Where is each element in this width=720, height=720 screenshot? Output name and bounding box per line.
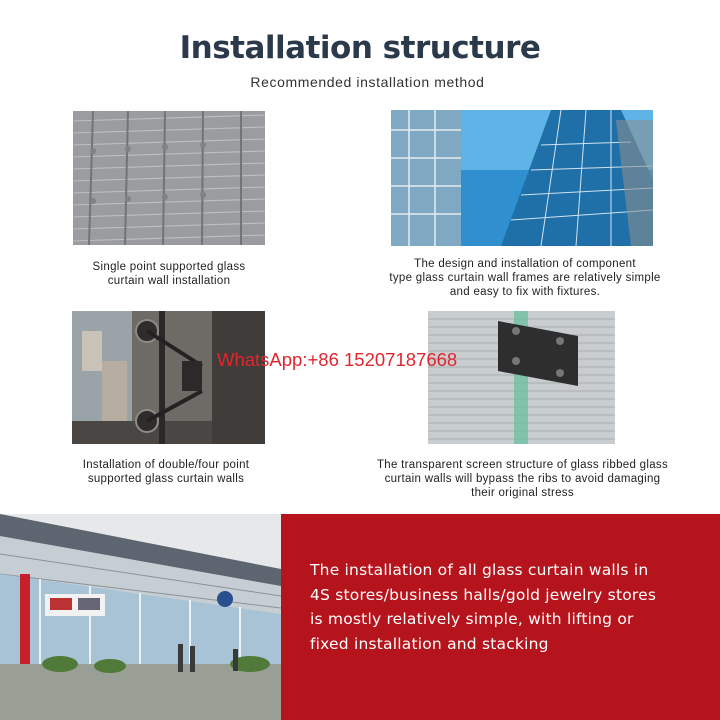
caption-line: The transparent screen structure of glass ribbed glass	[376, 459, 669, 471]
banner-line: The installation of all glass curtain walls in	[310, 561, 649, 579]
caption-component-frame	[360, 257, 690, 299]
banner-description	[310, 558, 710, 656]
caption-line: and easy to fix with fixtures.	[449, 286, 601, 298]
caption-line: their original stress	[471, 487, 574, 499]
caption-point-supported	[55, 458, 277, 486]
banner-line: is mostly relatively simple, with lifting or	[310, 610, 634, 628]
page-title: Installation structure	[179, 30, 541, 66]
caption-line: curtain walls will bypass the ribs to avoid damaging	[384, 473, 661, 485]
caption-line: type glass curtain wall frames are relatively simple	[389, 272, 661, 284]
photo-single-point-glass	[73, 111, 265, 245]
caption-line: The design and installation of component	[414, 258, 636, 270]
photo-glass-ribbed-screen	[428, 311, 615, 444]
whatsapp-watermark: WhatsApp:+86 15207187668	[217, 349, 458, 370]
caption-line: Single point supported glass	[92, 261, 246, 273]
caption-line: curtain wall installation	[107, 275, 231, 287]
photo-component-frame-building	[391, 110, 653, 246]
caption-line: supported glass curtain walls	[87, 473, 245, 485]
caption-line: Installation of double/four point	[82, 459, 250, 471]
storefront-image	[0, 514, 281, 720]
banner-line: 4S stores/business halls/gold jewelry stores	[310, 585, 657, 604]
photo-point-supported-fittings	[72, 311, 265, 444]
caption-glass-ribbed	[345, 458, 700, 500]
caption-single-point	[73, 260, 265, 288]
page-subtitle: Recommended installation method	[250, 74, 485, 90]
banner-line: fixed installation and stacking	[310, 634, 549, 653]
